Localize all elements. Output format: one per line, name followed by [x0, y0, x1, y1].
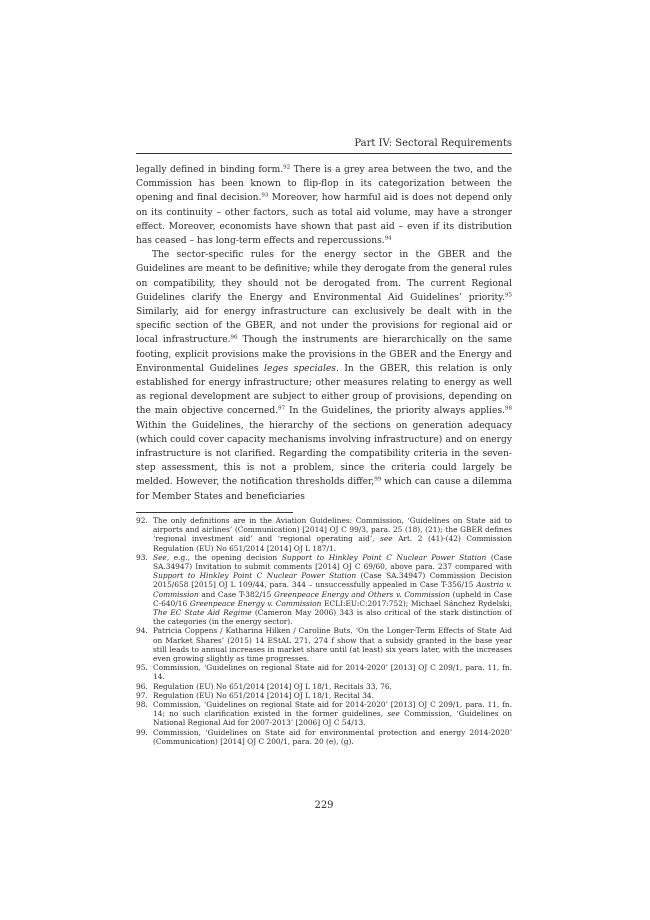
footnote-number: 99. [136, 727, 148, 737]
footnote-ref-94[interactable]: 94 [384, 235, 392, 242]
footnote-number: 96. [136, 681, 148, 691]
footnote-ref-92[interactable]: 92 [283, 164, 291, 171]
footnote-text [153, 700, 512, 728]
body-text [136, 163, 512, 504]
p2-text-4: . In the GBER, this relation is only established for energy infrastructure; other measures relating to energy as well as regional development are subject to either group of provisions, depending on the main objective concerned. [136, 363, 512, 417]
fn98-text-b: Commission, ‘Guidelines on National Regional Aid for 2007-2013’ [2006] OJ C 54/13. [153, 709, 512, 728]
fn93-italic-2: Support to Hinkley Point C Nuclear Power Station [281, 552, 487, 562]
footnote-rule [136, 512, 293, 513]
paragraph-2 [136, 248, 512, 504]
footnote-ref-99[interactable]: 99 [374, 476, 382, 483]
fn93-text-1: , e.g., the opening decision [166, 552, 282, 562]
fn92-text-b: Art. 2 (41)-(42) Commission Regulation (EU) No 651/2014 [2014] OJ L 187/1. [153, 534, 512, 553]
fn93-italic-6: Greenpeace Energy v. Commission [189, 598, 322, 608]
footnote-number: 94. [136, 626, 148, 636]
footnote-95 [136, 663, 512, 681]
header-rule [136, 153, 512, 154]
p2-text-7: which can cause a dilemma for Member States and beneficiaries [136, 477, 512, 502]
fn92-text-a: The only definitions are in the Aviation Guidelines: Commission, ‘Guidelines on State aid to airports and airlines’ (Communication) [2014] OJ C 99/3, para. 25 (18), (21); the GBER defines ‘regional investment aid’ and ‘regional operating aid’, [153, 516, 512, 544]
page-number: 229 [314, 800, 334, 811]
fn93-italic-3: Support to Hinkley Point C Nuclear Power Station [153, 571, 357, 581]
footnote-number: 92. [136, 516, 148, 525]
footnote-97 [136, 691, 512, 700]
footnote-number: 95. [136, 663, 148, 673]
footnote-number: 93. [136, 552, 148, 562]
p1-text-3: Moreover, how harmful aid is does not depend only on its continuity – other factors, such as total aid volume, may have a stronger effect. Moreover, economists have shown that past aid – even if its distribution has ceased – has long-term effects and repercussions. [136, 193, 512, 247]
fn92-italic-see: see [380, 534, 393, 544]
footnote-ref-98[interactable]: 98 [505, 405, 512, 412]
p1-text-2: There is a grey area between the two, and the Commission has been known to flip-flop in its categorization between the opening and final decision. [136, 165, 512, 204]
fn93-italic-1: See [153, 552, 167, 562]
footnote-92 [136, 516, 512, 553]
footnote-text: Commission, ‘Guidelines on State aid for environmental protection and energy 2014-2020’ (Communication) [2014] OJ C 200/1, para. 20 (e), (g). [153, 727, 512, 746]
fn93-text-2: (Case SA.34947) Invitation to submit comments [2014] OJ C 69/60, above para. 237 compared with [153, 552, 512, 572]
footnote-ref-97[interactable]: 97 [278, 405, 286, 412]
footnote-text: Regulation (EU) No 651/2014 [2014] OJ L 18/1, Recitals 33, 76. [153, 681, 392, 691]
fn93-italic-4: Austria v. Commission [153, 580, 512, 599]
p2-italic-leges-speciales: leges speciales [264, 363, 336, 374]
fn93-text-4: and Case T-382/15 [198, 589, 274, 599]
footnote-93 [136, 553, 512, 627]
fn93-text-7: (Cameron May 2006) 343 is also critical of the stark distinction of the categories (in the energy sector). [153, 608, 512, 627]
footnote-text [153, 553, 512, 627]
footnote-98 [136, 700, 512, 728]
p2-text-2: Similarly, aid for energy infrastructure can exclusively be dealt with in the specific section of the GBER, and not under the provisions for regional aid or local infrastructure. [136, 307, 512, 346]
footnote-99 [136, 728, 512, 746]
p1-text-1: legally defined in binding form. [136, 165, 284, 175]
fn93-italic-7: The EC State Aid Regime [153, 608, 252, 618]
fn98-italic-see: see [387, 709, 400, 719]
fn98-text-a: Commission, ‘Guidelines on regional State aid for 2014-2020’ [2013] OJ C 209/1, para. 11, fn. 14; no such clarification existed in the former guidelines, [153, 700, 512, 719]
footnote-text [153, 516, 512, 553]
paragraph-1 [136, 163, 512, 248]
p2-text-6: Within the Guidelines, the hierarchy of the sections on generation adequacy (which could cover capacity mechanisms involving infrastructure) and on energy infrastructure is not clarified. Regarding the compatibility criteria in the seven-step assessment, this is not a problem, since the criteria could largely be melded. However, the notification thresholds differ, [136, 420, 512, 488]
footnote-text: Patricia Coppens / Katharina Hilken / Caroline Buts, ‘On the Longer-Term Effects of State Aid on Market Shares’ (2015) 14 EStAL 271, 274 f show that a subsidy granted in the base year still leads to annual increases in market share until (at least) six years later, with the increases even growing slightly as time progresses. [153, 626, 512, 664]
fn93-text-5: (upheld in Case C-640/16 [153, 589, 512, 608]
footnote-number: 97. [136, 690, 148, 700]
p2-text-1: The sector-specific rules for the energy sector in the GBER and the Guidelines are meant to be definitive; while they derogate from the general rules on compatibility, they should not be derogated from. The current Regional Guidelines clarify the Energy and Environmental Aid Guidelines’ priority. [136, 250, 512, 303]
footnote-96 [136, 682, 512, 691]
fn93-text-3: (Case SA.34947) Commission Decision 2015/658 [2015] OJ L 109/44, para. 344 – unsuccessfully appealed in Case T-356/15 [153, 571, 512, 590]
footnote-text: Commission, ‘Guidelines on regional State aid for 2014-2020’ [2013] OJ C 209/1, para. 11, fn. 14. [153, 663, 512, 682]
footnote-number: 98. [136, 700, 148, 710]
footnote-ref-95[interactable]: 95 [505, 292, 512, 299]
p2-text-5: In the Guidelines, the priority always applies. [285, 406, 505, 417]
fn93-text-6: ECLI:EU:C:2017:752); Michael Sánchez Rydelski, [321, 598, 512, 608]
running-header: Part IV: Sectoral Requirements [354, 138, 512, 149]
footnotes [136, 516, 512, 746]
footnote-text: Regulation (EU) No 651/2014 [2014] OJ L 18/1, Recital 34. [153, 690, 374, 700]
fn93-italic-5: Greenpeace Energy and Others v. Commission [273, 589, 450, 599]
footnote-94 [136, 626, 512, 663]
footnote-ref-96[interactable]: 96 [230, 334, 238, 341]
footnote-ref-93[interactable]: 93 [261, 192, 269, 199]
p2-text-3: Though the instruments are hierarchically on the same footing, explicit provisions make the provisions in the GBER and the Energy and Environmental Guidelines [136, 335, 512, 374]
